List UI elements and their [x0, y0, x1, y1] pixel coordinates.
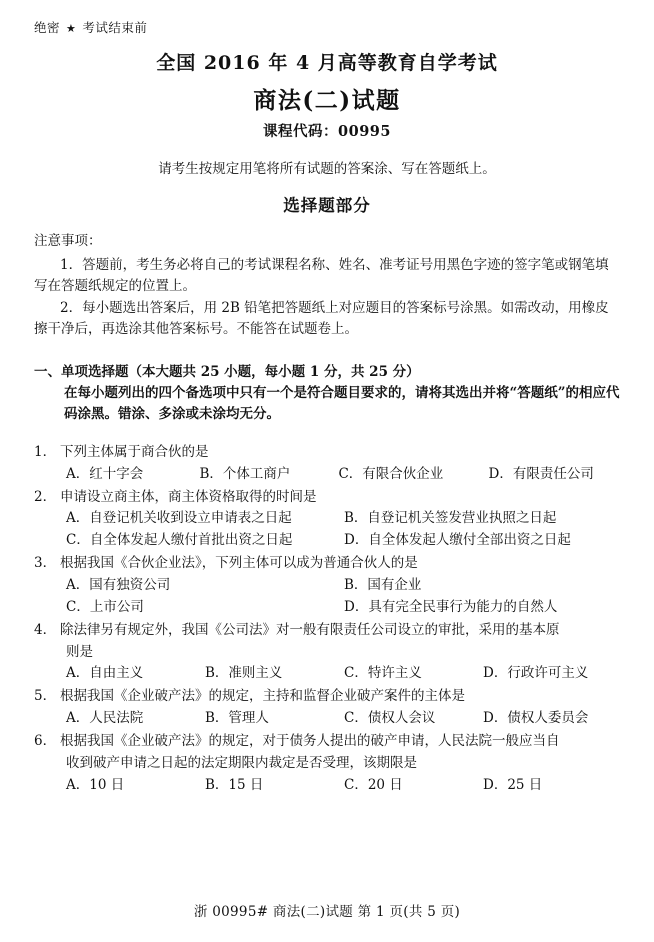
course-code: 课程代码：00995 — [263, 123, 391, 140]
question-text-continued: 则是 — [66, 643, 93, 660]
option-c[interactable]: C．债权人会议 — [344, 710, 436, 727]
exam-title-line: 全国 2016 年 4 月高等教育自学考试 — [156, 52, 498, 74]
question-text: 下列主体属于商合伙的是 — [60, 443, 209, 460]
question-item — [34, 442, 622, 486]
option-b[interactable]: B．国有企业 — [344, 576, 422, 593]
attention-label: 注意事项： — [34, 233, 102, 249]
option-d[interactable]: D．债权人委员会 — [483, 710, 589, 727]
question-stem — [34, 731, 622, 753]
page-title: 商法(二)试题 — [253, 87, 401, 114]
option-group — [34, 708, 622, 730]
option-a[interactable]: A．国有独资公司 — [66, 576, 171, 593]
option-c[interactable]: C．自全体发起人缴付首批出资之日起 — [66, 532, 293, 549]
section-heading: 选择题部分 — [283, 196, 371, 215]
option-d[interactable]: D．25 日 — [483, 776, 543, 793]
question-number: 3． — [34, 555, 57, 572]
question-stem — [34, 487, 622, 509]
question-text-continued: 收到破产申请之日起的法定期限内裁定是否受理，该期限是 — [66, 754, 417, 771]
question-item — [34, 686, 622, 730]
paper-body — [34, 229, 622, 798]
question-item — [34, 731, 622, 797]
option-b[interactable]: B．个体工商户 — [199, 465, 291, 482]
option-c[interactable]: C．20 日 — [344, 776, 403, 793]
question-number: 6． — [34, 732, 57, 749]
option-d[interactable]: D．具有完全民事行为能力的自然人 — [344, 598, 558, 615]
confidential-suffix: 考试结束前 — [82, 20, 148, 35]
option-group — [34, 464, 622, 486]
question-number: 5． — [34, 688, 57, 705]
question-stem — [34, 442, 622, 464]
question-text: 除法律另有规定外，我国《公司法》对一般有限责任公司设立的审批，采用的基本原 — [60, 621, 560, 638]
option-a[interactable]: A．红十字会 — [66, 465, 144, 482]
attention-item: 2．每小题选出答案后，用 2B 铅笔把答题纸上对应题目的答案标号涂黑。如需改动，用橡皮擦干净后，再选涂其他答案标号。不能答在试题卷上。 — [34, 299, 609, 337]
option-b[interactable]: B．自登记机关签发营业执照之日起 — [344, 510, 557, 527]
question-number: 4． — [34, 621, 57, 638]
confidential-label: 绝密 — [34, 20, 61, 35]
question-text: 根据我国《企业破产法》的规定，主持和监督企业破产案件的主体是 — [60, 688, 465, 705]
question-text: 根据我国《合伙企业法》，下列主体可以成为普通合伙人的是 — [60, 555, 418, 572]
big-question-label: 一、单项选择题（本大题共 25 小题，每小题 1 分，共 25 分） — [34, 363, 420, 380]
option-group — [34, 663, 622, 685]
option-a[interactable]: A．人民法院 — [66, 710, 144, 727]
confidential-header — [34, 18, 147, 36]
option-b[interactable]: B．管理人 — [205, 710, 269, 727]
option-d[interactable]: D．自全体发起人缴付全部出资之日起 — [344, 532, 571, 549]
option-group — [34, 775, 622, 797]
question-text: 申请设立商主体，商主体资格取得的时间是 — [60, 488, 317, 505]
question-number: 1． — [34, 443, 57, 460]
option-b[interactable]: B．准则主义 — [205, 665, 283, 682]
option-d[interactable]: D．行政许可主义 — [483, 665, 589, 682]
star-icon: ★ — [66, 22, 77, 35]
option-b[interactable]: B．15 日 — [205, 776, 264, 793]
big-question-instruction: 在每小题列出的四个备选项中只有一个是符合题目要求的，请将其选出并将“答题纸”的相应代码涂黑。错涂、多涂或未涂均无分。 — [64, 384, 620, 423]
option-group — [34, 575, 622, 619]
question-stem — [34, 553, 622, 575]
attention-item: 1．答题前，考生务必将自己的考试课程名称、姓名、准考证号用黑色字迹的签字笔或钢笔填写在答题纸规定的位置上。 — [34, 257, 609, 294]
question-text: 根据我国《企业破产法》的规定，对于债务人提出的破产申请，人民法院一般应当自 — [60, 732, 560, 749]
option-a[interactable]: A．10 日 — [66, 776, 125, 793]
option-a[interactable]: A．自登记机关收到设立申请表之日起 — [66, 510, 292, 527]
question-stem — [34, 620, 622, 642]
page-footer: 浙 00995# 商法(二)试题 第 1 页(共 5 页) — [193, 904, 461, 920]
option-c[interactable]: C．特许主义 — [344, 665, 422, 682]
option-c[interactable]: C．有限合伙企业 — [338, 465, 444, 482]
question-list — [34, 442, 622, 797]
question-item — [34, 487, 622, 553]
option-c[interactable]: C．上市公司 — [66, 598, 144, 615]
option-group — [34, 508, 622, 552]
pen-notice: 请考生按规定用笔将所有试题的答案涂、写在答题纸上。 — [158, 161, 496, 177]
question-number: 2． — [34, 488, 57, 505]
option-a[interactable]: A．自由主义 — [66, 665, 144, 682]
question-item — [34, 553, 622, 619]
question-item — [34, 620, 622, 686]
option-d[interactable]: D．有限责任公司 — [488, 465, 594, 482]
question-stem — [34, 686, 622, 708]
